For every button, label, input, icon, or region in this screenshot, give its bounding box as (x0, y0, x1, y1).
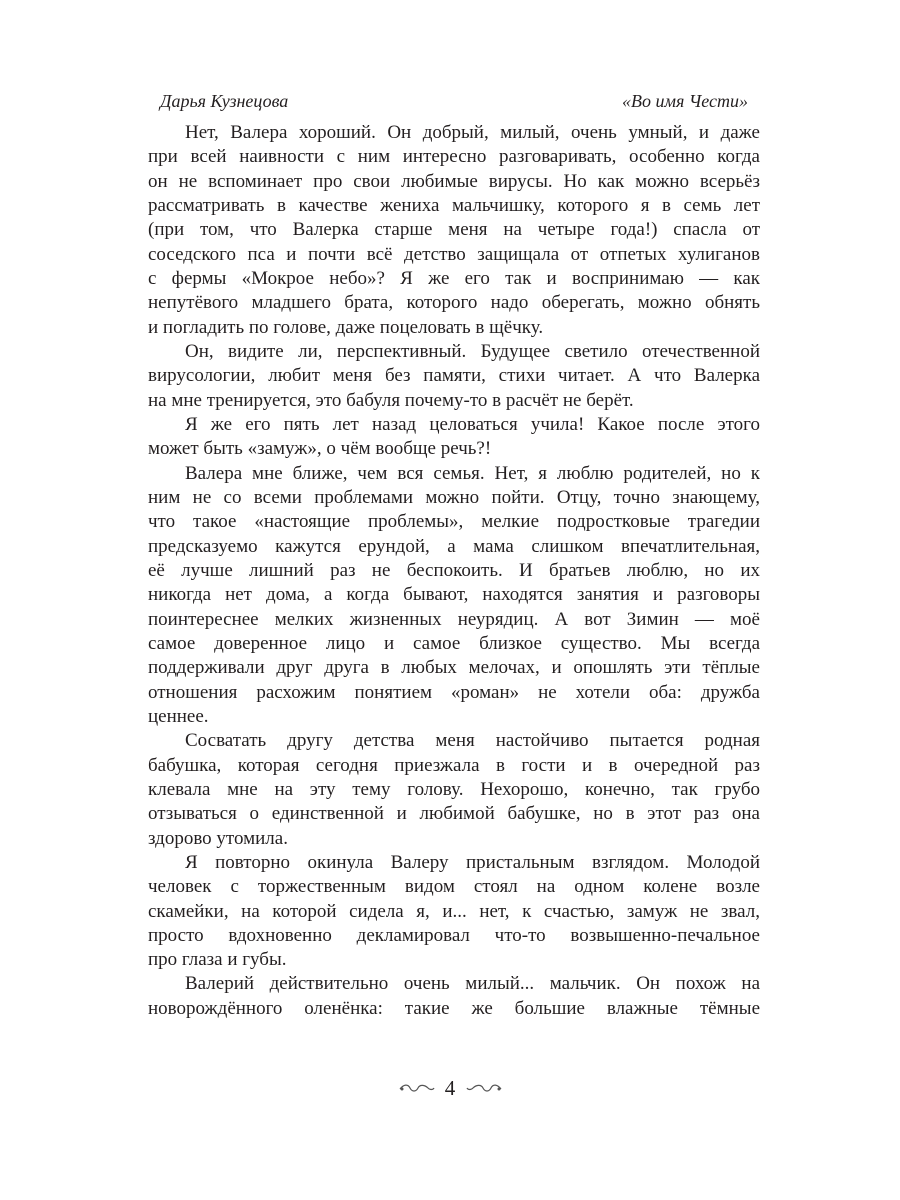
paragraph-line: на мне тренируется, это бабуля почему-то в расчёт не берёт. (148, 389, 634, 411)
paragraph-line: поинтереснее мелких жизненных неурядиц. А вот Зимин — моё (148, 608, 760, 630)
paragraph-line: Сосватать другу детства меня настойчиво пытается родная (185, 730, 760, 752)
paragraph-line: непутёвого младшего брата, которого надо оберегать, можно обнять (148, 292, 760, 314)
paragraph-line: бабушка, которая сегодня приезжала в гости и в очередной раз (148, 754, 760, 776)
paragraph-line: что такое «настоящие проблемы», мелкие подростковые трагедии (148, 511, 760, 533)
ornament-flourish-left-icon (398, 1076, 436, 1101)
paragraph-line: предсказуемо кажутся ерундой, а мама слишком впечатлительная, (148, 535, 760, 557)
paragraph-line: ним не со всеми проблемами можно пойти. Отцу, точно знающему, (148, 486, 760, 508)
paragraph-line: клевала мне на эту тему голову. Нехорошо, конечно, так грубо (148, 778, 760, 800)
paragraph-line: отзываться о единственной и любимой бабушке, но в этот раз она (148, 803, 760, 825)
paragraph-line: скамейки, на которой сидела я, и... нет, к счастью, замуж не звал, (148, 900, 760, 922)
paragraph-line: человек с торжественным видом стоял на одном колене возле (148, 876, 760, 898)
paragraph-line: поддерживали друг друга в любых мелочах, и опошлять эти тёплые (148, 657, 760, 679)
paragraph-line: соседского пса и почти всё детство защищала от отпетых хулиганов (148, 243, 760, 265)
paragraph-line: Я повторно окинула Валеру пристальным взглядом. Молодой (185, 851, 760, 873)
paragraph-line: её лучше лишний раз не беспокоить. И братьев люблю, но их (148, 559, 760, 581)
page-body-text (148, 121, 760, 1021)
paragraph-line: просто вдохновенно декламировал что-то возвышенно-печальное (148, 924, 760, 946)
paragraph-line: здорово утомила. (148, 827, 288, 849)
paragraph-line: рассматривать в качестве жениха мальчишку, которого я в семь лет (148, 194, 760, 216)
running-header-title: «Во имя Чести» (622, 91, 748, 111)
paragraph-line: он не вспоминает про свои любимые вирусы. Но как можно всерьёз (148, 170, 760, 192)
running-header-author: Дарья Кузнецова (160, 91, 289, 111)
paragraph-line: может быть «замуж», о чём вообще речь?! (148, 438, 492, 460)
page-footer (0, 1074, 900, 1101)
paragraph-line: про глаза и губы. (148, 949, 287, 971)
paragraph-line: при всей наивности с ним интересно разговаривать, особенно когда (148, 146, 760, 168)
paragraph-line: вирусологии, любит меня без памяти, стихи читает. А что Валерка (148, 365, 760, 387)
paragraph-line: ценнее. (148, 705, 209, 727)
paragraph-line: Валера мне ближе, чем вся семья. Нет, я люблю родителей, но к (185, 462, 760, 484)
paragraph-line: Я же его пять лет назад целоваться учила! Какое после этого (185, 413, 760, 435)
paragraph-line: никогда нет дома, а когда бывают, находятся занятия и разговоры (148, 584, 760, 606)
page-number: 4 (444, 1075, 456, 1100)
paragraph-line: (при том, что Валерка старше меня на четыре года!) спасла от (148, 219, 760, 241)
paragraph-line: и погладить по голове, даже поцеловать в щёчку. (148, 316, 544, 338)
paragraph-line: Валерий действительно очень милый... мальчик. Он похож на (185, 973, 760, 995)
paragraph-line: новорождённого оленёнка: такие же большие влажные тёмные (148, 997, 760, 1019)
paragraph-line: отношения расхожим понятием «роман» не хотели оба: дружба (148, 681, 760, 703)
paragraph-line: Нет, Валера хороший. Он добрый, милый, очень умный, и даже (185, 122, 760, 143)
paragraph-line: Он, видите ли, перспективный. Будущее светило отечественной (185, 340, 760, 362)
ornament-flourish-right-icon (465, 1076, 503, 1101)
paragraph-line: самое доверенное лицо и самое близкое существо. Мы всегда (148, 632, 760, 654)
paragraph-line: с фермы «Мокрое небо»? Я же его так и воспринимаю — как (148, 267, 760, 289)
